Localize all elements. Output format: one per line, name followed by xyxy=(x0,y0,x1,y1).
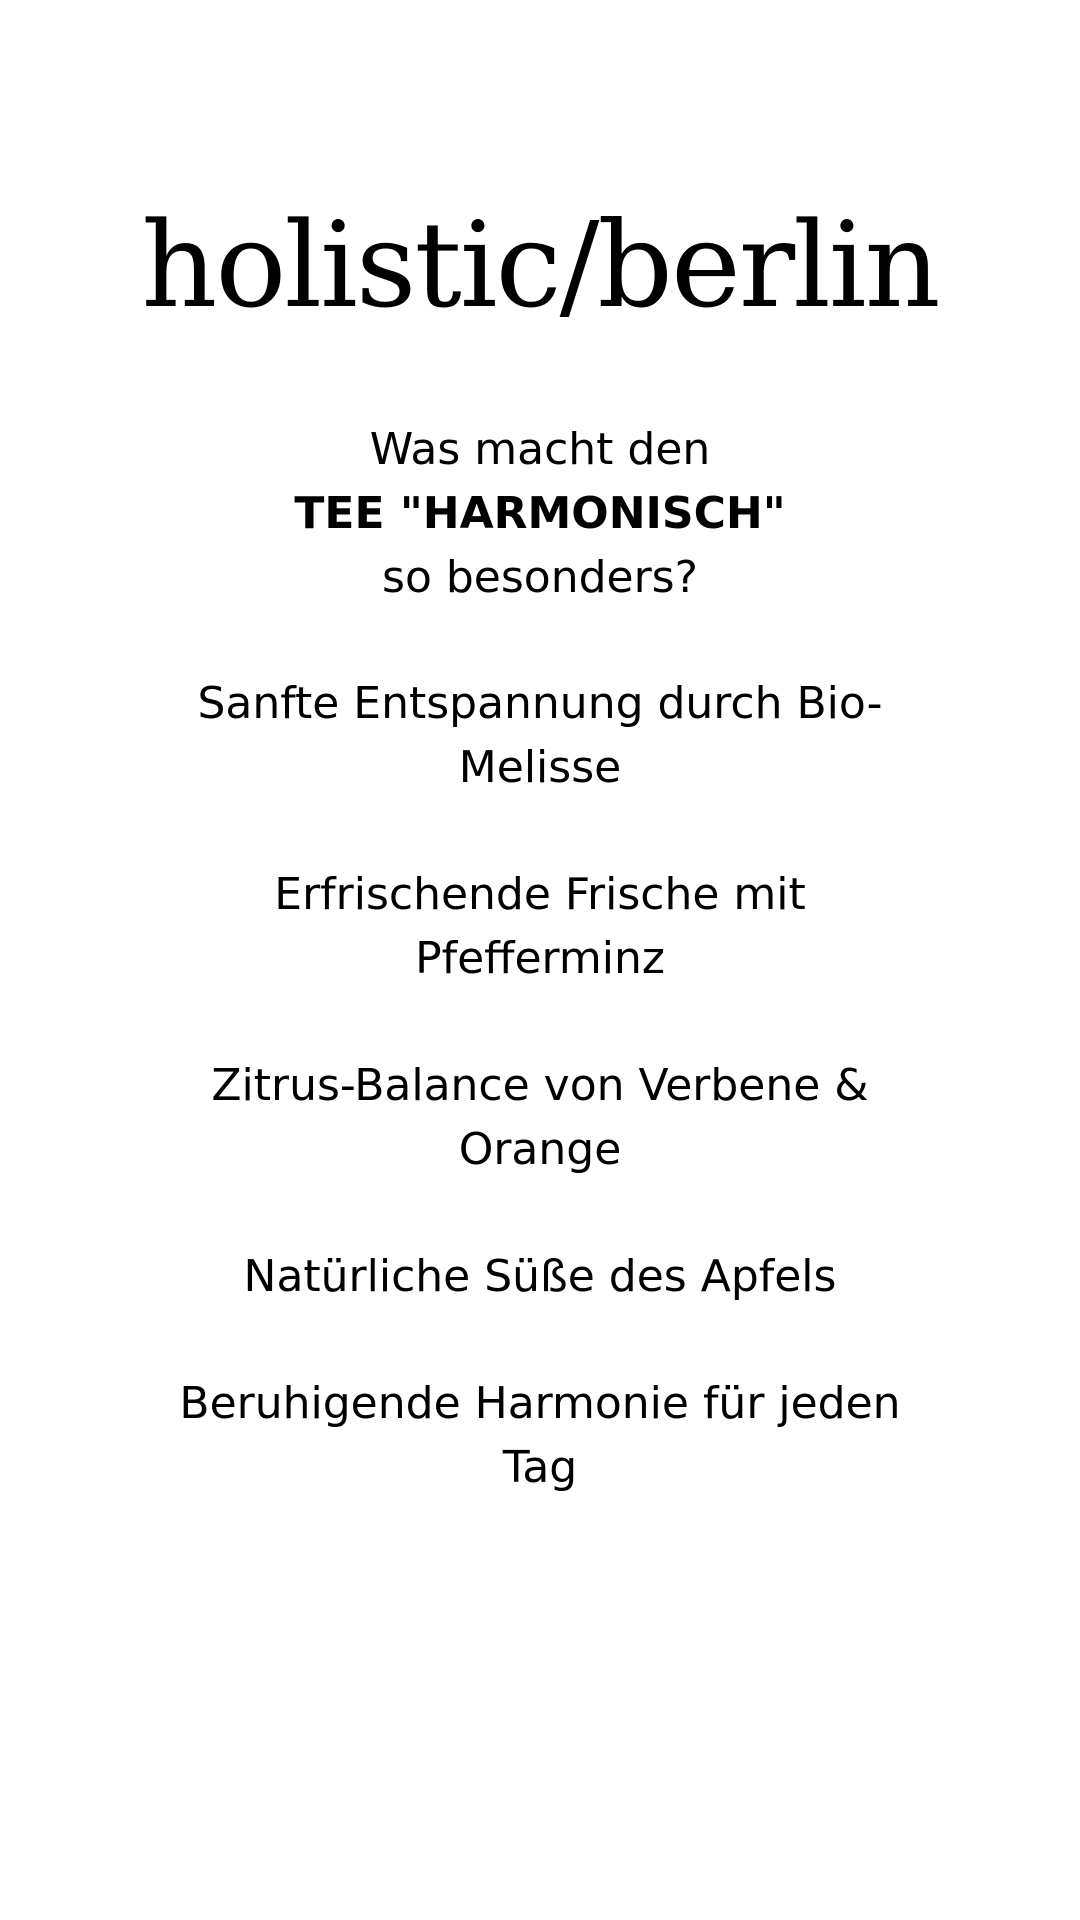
intro-line-3: so besonders? xyxy=(382,552,698,603)
feature-item-melisse: Sanfte Entspannung durch Bio-Melisse xyxy=(197,678,883,793)
feature-item-pfefferminz: Erfrischende Frische mit Pfefferminz xyxy=(274,869,806,984)
product-name: TEE "HARMONISCH" xyxy=(294,488,786,539)
intro-question xyxy=(0,418,1080,610)
brand-wordmark: holistic/berlin xyxy=(141,196,939,334)
feature-item-harmonie: Beruhigende Harmonie für jeden Tag xyxy=(179,1378,901,1493)
feature-list xyxy=(0,672,1080,1563)
intro-line-1: Was macht den xyxy=(369,424,711,475)
feature-item-apfel: Natürliche Süße des Apfels xyxy=(243,1251,837,1302)
feature-item-zitrus: Zitrus-Balance von Verbene & Orange xyxy=(211,1060,869,1175)
